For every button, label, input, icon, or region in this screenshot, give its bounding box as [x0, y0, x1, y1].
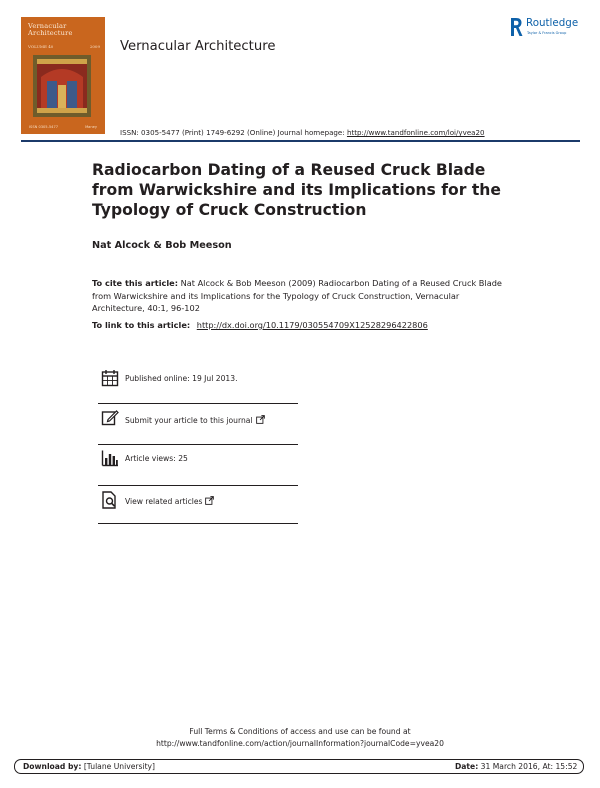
cover-year: 2009 — [89, 44, 100, 49]
views-row — [98, 445, 298, 486]
journal-name: Vernacular Architecture — [120, 39, 276, 54]
header-divider — [21, 140, 580, 142]
cover-volume: VOLUME 40 2009 — [28, 44, 100, 49]
publisher-tagline: Taylor & Francis Group — [527, 31, 567, 35]
external-link-icon — [205, 496, 214, 505]
published-date: Published online: 19 Jul 2013. — [125, 374, 238, 383]
article-link-label: To link to this article: — [92, 320, 191, 330]
published-row — [98, 363, 298, 404]
related-articles-link[interactable]: View related articles — [125, 496, 214, 506]
related-articles-icon — [101, 491, 119, 509]
cover-illustration — [33, 55, 91, 117]
related-row[interactable] — [98, 486, 298, 524]
article-authors: Nat Alcock & Bob Meeson — [92, 240, 232, 251]
download-footer — [14, 759, 584, 774]
publisher-name: Routledge — [526, 17, 579, 29]
downloaded-by: Download by: [Tulane University] — [23, 762, 156, 771]
external-link-icon — [256, 415, 265, 424]
calendar-icon — [101, 369, 119, 387]
citation-text: Nat Alcock & Bob Meeson (2009) Radiocarbon Dating of a Reused Cruck Blade from Warwickshire and its Implications for the Typology of Cruck Construction, Vernacular Architecture, 40:1, 96-102 — [92, 278, 502, 313]
article-views: Article views: 25 — [125, 454, 188, 463]
citation — [92, 277, 512, 315]
citation-label: To cite this article: — [92, 278, 178, 288]
article-title: Radiocarbon Dating of a Reused Cruck Blade from Warwickshire and its Implications for the Typology of Cruck Construction — [92, 161, 501, 219]
doi-link[interactable]: http://dx.doi.org/10.1179/030554709X12528296422806 — [196, 320, 428, 330]
bar-chart-icon — [101, 449, 119, 467]
journal-cover — [21, 17, 105, 134]
terms-text: Full Terms & Conditions of access and use can be found at — [189, 727, 411, 736]
submit-row[interactable] — [98, 404, 298, 445]
download-date: Date: 31 March 2016, At: 15:52 — [455, 762, 578, 771]
terms-link[interactable]: http://www.tandfonline.com/action/journalInformation?journalCode=yvea20 — [156, 739, 444, 748]
cover-publisher: Maney — [85, 125, 97, 129]
cover-title: Vernacular Architecture — [28, 22, 73, 38]
row-divider — [98, 523, 298, 524]
cover-issn: ISSN 0305-5477 — [29, 125, 59, 129]
submit-article-link[interactable]: Submit your article to this journal — [125, 415, 265, 425]
issn-line: ISSN: 0305-5477 (Print) 1749-6292 (Online) Journal homepage: http://www.tandfonline.com/loi/yvea20 — [120, 128, 485, 137]
article-link — [92, 320, 428, 330]
edit-icon — [101, 408, 119, 426]
routledge-logo-icon — [509, 17, 523, 37]
terms-notice — [0, 726, 600, 750]
journal-homepage-link[interactable]: http://www.tandfonline.com/loi/yvea20 — [346, 128, 485, 137]
